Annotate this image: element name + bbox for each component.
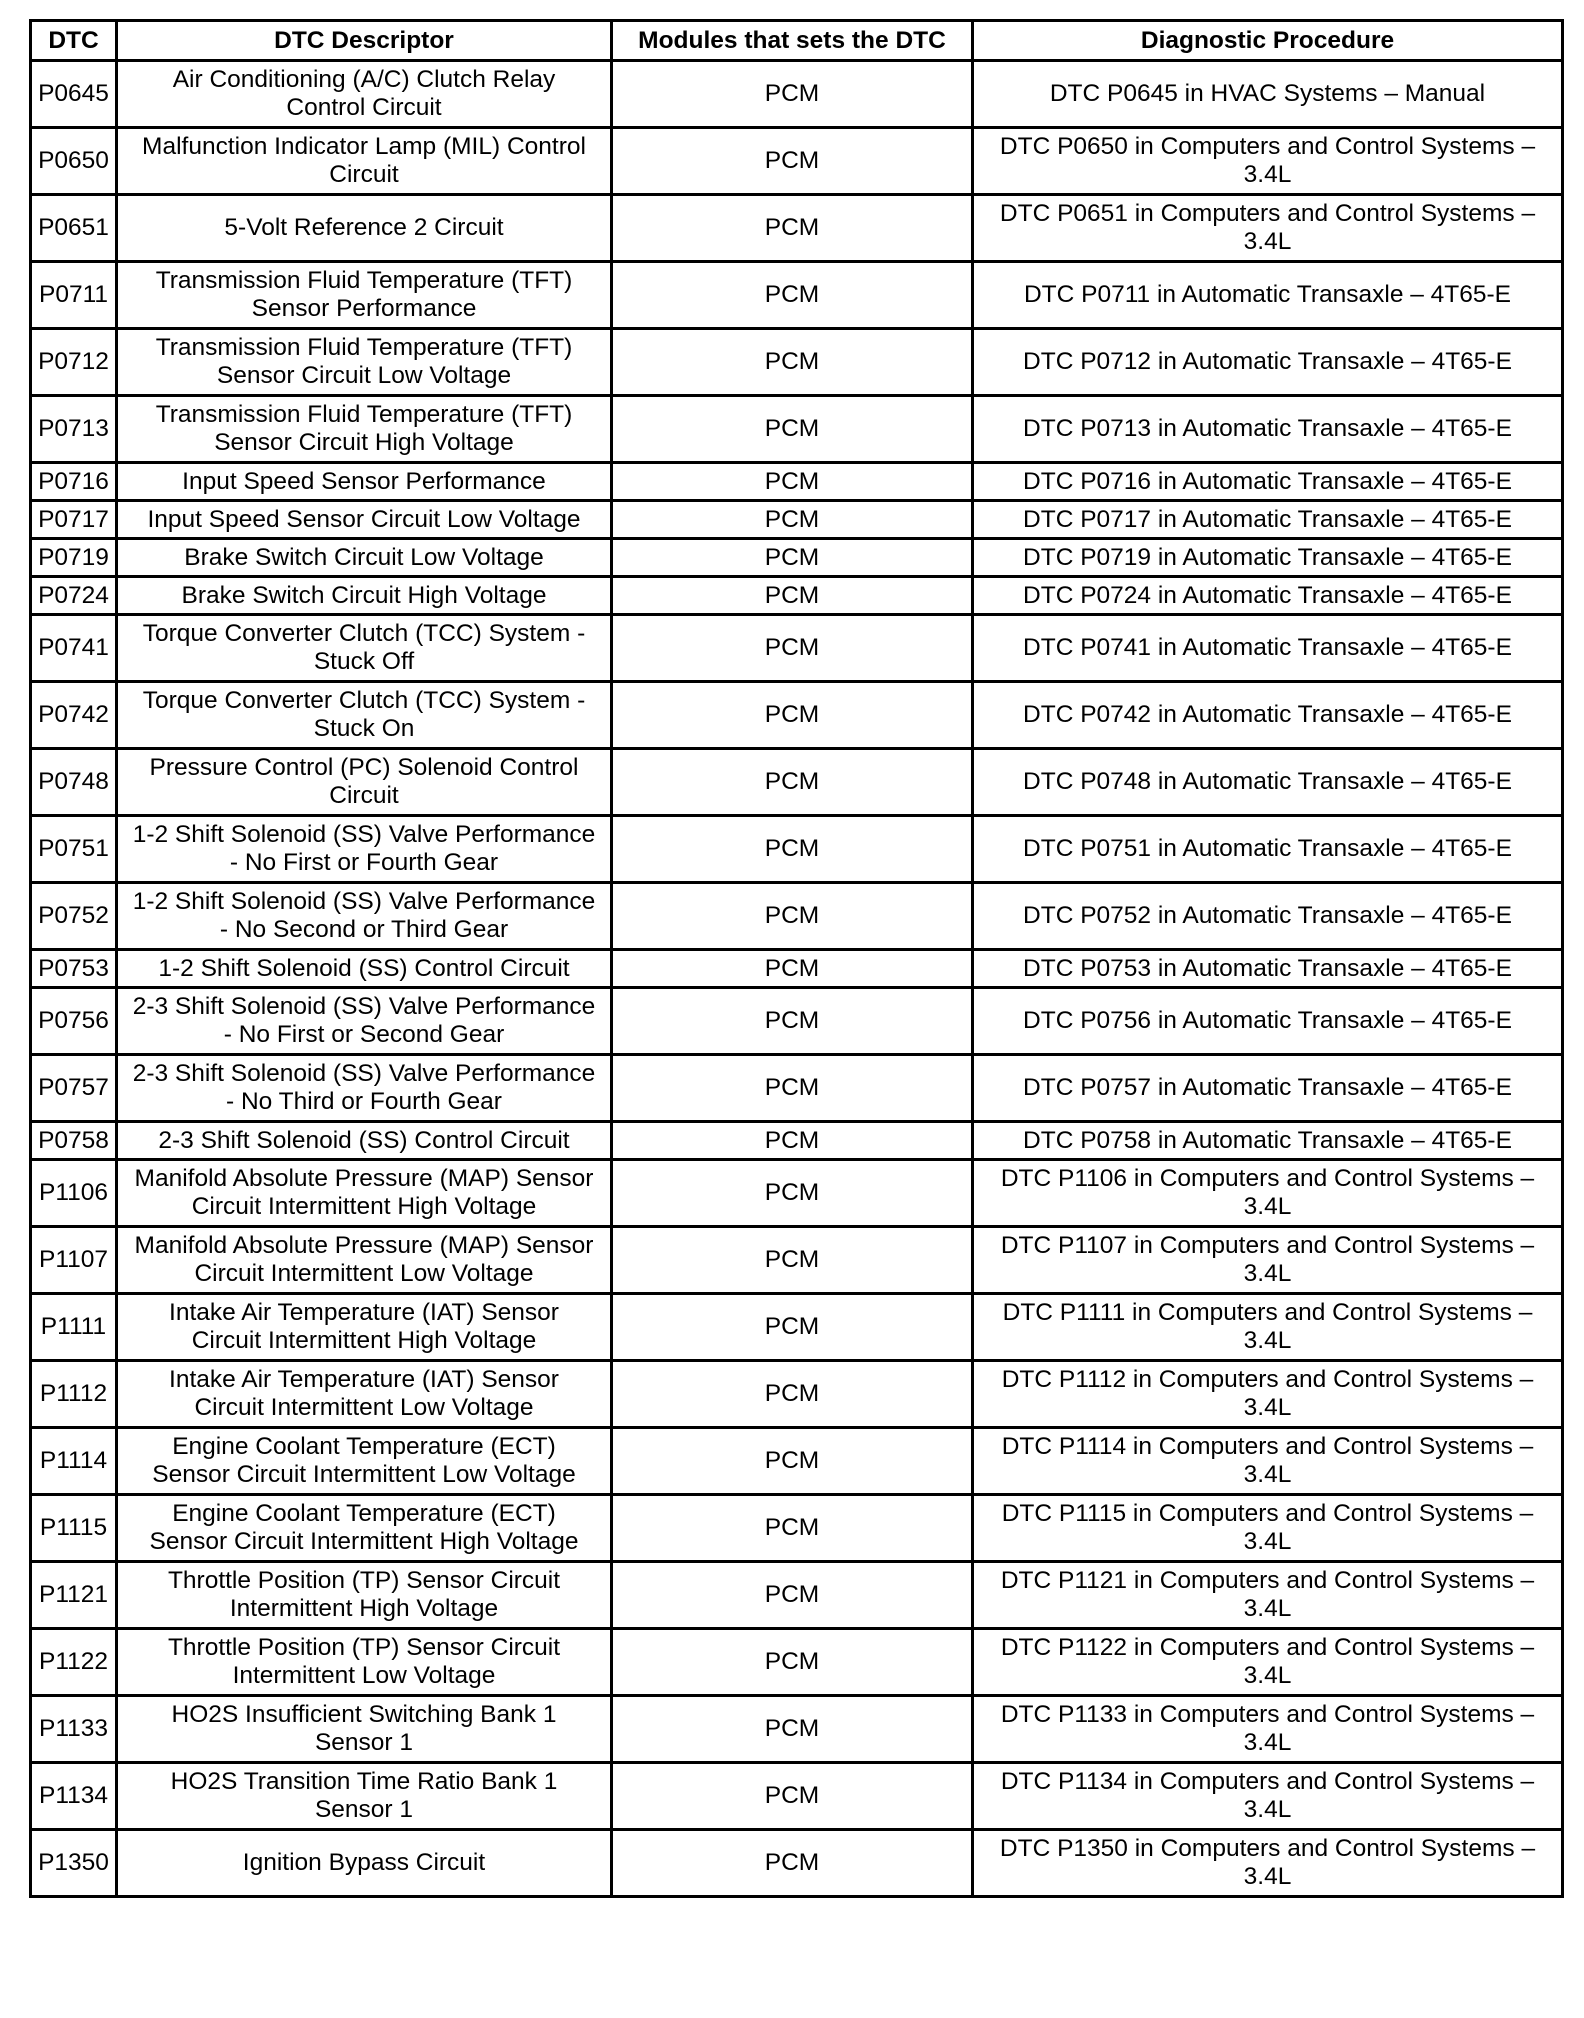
descriptor-line: Input Speed Sensor Performance bbox=[182, 467, 546, 495]
dtc-code: P1350 bbox=[31, 1830, 117, 1897]
descriptor-line: - No First or Second Gear bbox=[223, 1021, 505, 1048]
diagnostic-procedure bbox=[973, 396, 1563, 463]
module-name: PCM bbox=[612, 396, 973, 463]
descriptor-line: Stuck Off bbox=[313, 648, 415, 675]
dtc-code: P0651 bbox=[31, 195, 117, 262]
diagnostic-procedure bbox=[973, 195, 1563, 262]
module-name: PCM bbox=[612, 1227, 973, 1294]
procedure-line: 3.4L bbox=[1243, 1260, 1292, 1287]
table-row bbox=[31, 1696, 1563, 1763]
procedure-line: DTC P0650 in Computers and Control Systems – bbox=[999, 133, 1536, 160]
table-row bbox=[31, 1160, 1563, 1227]
table-row bbox=[31, 1361, 1563, 1428]
module-name: PCM bbox=[612, 950, 973, 988]
descriptor-line: Intermittent High Voltage bbox=[229, 1595, 499, 1622]
descriptor-line: Throttle Position (TP) Sensor Circuit bbox=[167, 1634, 561, 1661]
module-name: PCM bbox=[612, 195, 973, 262]
descriptor-line: Malfunction Indicator Lamp (MIL) Control bbox=[142, 133, 586, 160]
procedure-line: DTC P1133 in Computers and Control Systems – bbox=[1000, 1701, 1535, 1728]
dtc-descriptor bbox=[117, 816, 612, 883]
diagnostic-procedure bbox=[973, 1562, 1563, 1629]
procedure-line: DTC P1106 in Computers and Control Systems – bbox=[1000, 1165, 1535, 1192]
module-name: PCM bbox=[612, 1696, 973, 1763]
dtc-descriptor bbox=[117, 615, 612, 682]
descriptor-line: - No Third or Fourth Gear bbox=[226, 1088, 502, 1115]
module-name: PCM bbox=[612, 1428, 973, 1495]
module-name: PCM bbox=[612, 1629, 973, 1696]
table-row bbox=[31, 950, 1563, 988]
dtc-descriptor bbox=[117, 1495, 612, 1562]
table-row bbox=[31, 396, 1563, 463]
diagnostic-procedure bbox=[973, 1055, 1563, 1122]
dtc-descriptor bbox=[117, 1122, 612, 1160]
procedure-line: DTC P0717 in Automatic Transaxle – 4T65-E bbox=[1023, 505, 1512, 533]
module-name: PCM bbox=[612, 463, 973, 501]
table-row bbox=[31, 682, 1563, 749]
table-row bbox=[31, 1495, 1563, 1562]
descriptor-line: Intermittent Low Voltage bbox=[232, 1662, 496, 1689]
diagnostic-procedure bbox=[973, 463, 1563, 501]
diagnostic-procedure bbox=[973, 950, 1563, 988]
procedure-line: DTC P0751 in Automatic Transaxle – 4T65-E bbox=[1023, 835, 1512, 862]
descriptor-line: HO2S Transition Time Ratio Bank 1 bbox=[170, 1768, 558, 1795]
procedure-line: DTC P0645 in HVAC Systems – Manual bbox=[1049, 80, 1486, 107]
module-name: PCM bbox=[612, 1122, 973, 1160]
descriptor-line: Air Conditioning (A/C) Clutch Relay bbox=[172, 66, 556, 93]
descriptor-line: Torque Converter Clutch (TCC) System - bbox=[142, 687, 586, 714]
procedure-line: 3.4L bbox=[1243, 1327, 1292, 1354]
descriptor-line: Sensor 1 bbox=[314, 1796, 414, 1823]
table-row bbox=[31, 615, 1563, 682]
module-name: PCM bbox=[612, 1055, 973, 1122]
table-row bbox=[31, 501, 1563, 539]
descriptor-line: Sensor Performance bbox=[251, 295, 477, 322]
descriptor-line: Transmission Fluid Temperature (TFT) bbox=[155, 401, 573, 428]
diagnostic-procedure bbox=[973, 816, 1563, 883]
procedure-line: DTC P1121 in Computers and Control Systems – bbox=[1000, 1567, 1535, 1594]
header-row bbox=[31, 21, 1563, 61]
module-name: PCM bbox=[612, 1294, 973, 1361]
procedure-line: DTC P0711 in Automatic Transaxle – 4T65-E bbox=[1023, 281, 1512, 308]
dtc-code: P0713 bbox=[31, 396, 117, 463]
table-row bbox=[31, 1629, 1563, 1696]
dtc-code: P1111 bbox=[31, 1294, 117, 1361]
descriptor-line: Circuit Intermittent Low Voltage bbox=[194, 1394, 534, 1421]
dtc-descriptor bbox=[117, 1227, 612, 1294]
descriptor-line: Engine Coolant Temperature (ECT) bbox=[172, 1433, 556, 1460]
procedure-line: DTC P1114 in Computers and Control Systems – bbox=[1001, 1433, 1534, 1460]
dtc-code: P0742 bbox=[31, 682, 117, 749]
module-name: PCM bbox=[612, 615, 973, 682]
dtc-descriptor bbox=[117, 501, 612, 539]
descriptor-line: Circuit bbox=[329, 161, 399, 188]
diagnostic-procedure bbox=[973, 883, 1563, 950]
descriptor-line: 1-2 Shift Solenoid (SS) Control Circuit bbox=[158, 954, 570, 982]
procedure-line: DTC P0756 in Automatic Transaxle – 4T65-E bbox=[1023, 1007, 1512, 1034]
diagnostic-procedure bbox=[973, 1428, 1563, 1495]
descriptor-line: Transmission Fluid Temperature (TFT) bbox=[155, 334, 573, 361]
table-row bbox=[31, 1562, 1563, 1629]
diagnostic-procedure bbox=[973, 988, 1563, 1055]
dtc-descriptor bbox=[117, 463, 612, 501]
dtc-code: P0712 bbox=[31, 329, 117, 396]
module-name: PCM bbox=[612, 1160, 973, 1227]
dtc-descriptor bbox=[117, 950, 612, 988]
dtc-descriptor bbox=[117, 396, 612, 463]
dtc-code: P0724 bbox=[31, 577, 117, 615]
dtc-code: P1121 bbox=[31, 1562, 117, 1629]
diagnostic-procedure bbox=[973, 1629, 1563, 1696]
dtc-code: P1107 bbox=[31, 1227, 117, 1294]
table-row bbox=[31, 1830, 1563, 1897]
procedure-line: 3.4L bbox=[1243, 1729, 1292, 1756]
diagnostic-procedure bbox=[973, 1830, 1563, 1897]
procedure-line: DTC P0712 in Automatic Transaxle – 4T65-E bbox=[1023, 348, 1512, 375]
table-row bbox=[31, 61, 1563, 128]
descriptor-line: Sensor Circuit High Voltage bbox=[214, 429, 514, 456]
descriptor-line: Sensor Circuit Intermittent Low Voltage bbox=[152, 1461, 576, 1488]
procedure-line: DTC P1350 in Computers and Control Systems – bbox=[999, 1835, 1536, 1862]
table-row bbox=[31, 463, 1563, 501]
module-name: PCM bbox=[612, 1562, 973, 1629]
table-row bbox=[31, 539, 1563, 577]
descriptor-line: Circuit Intermittent High Voltage bbox=[191, 1327, 537, 1354]
descriptor-line: Sensor 1 bbox=[314, 1729, 414, 1756]
diagnostic-procedure bbox=[973, 1495, 1563, 1562]
dtc-code: P1134 bbox=[31, 1763, 117, 1830]
dtc-code: P0748 bbox=[31, 749, 117, 816]
dtc-code: P0645 bbox=[31, 61, 117, 128]
dtc-code: P0741 bbox=[31, 615, 117, 682]
dtc-descriptor bbox=[117, 1294, 612, 1361]
dtc-descriptor bbox=[117, 262, 612, 329]
header-dtc: DTC bbox=[31, 21, 117, 61]
procedure-line: 3.4L bbox=[1243, 1863, 1292, 1890]
descriptor-line: Intake Air Temperature (IAT) Sensor bbox=[169, 1366, 559, 1393]
dtc-descriptor bbox=[117, 61, 612, 128]
table-row bbox=[31, 1763, 1563, 1830]
diagnostic-procedure bbox=[973, 1763, 1563, 1830]
procedure-line: DTC P0758 in Automatic Transaxle – 4T65-E bbox=[1023, 1126, 1512, 1154]
procedure-line: DTC P1134 in Computers and Control Systems – bbox=[1000, 1768, 1535, 1795]
table-body bbox=[31, 61, 1563, 1897]
module-name: PCM bbox=[612, 1495, 973, 1562]
diagnostic-procedure bbox=[973, 501, 1563, 539]
procedure-line: 3.4L bbox=[1243, 1394, 1292, 1421]
descriptor-line: Control Circuit bbox=[286, 94, 442, 121]
diagnostic-procedure bbox=[973, 577, 1563, 615]
descriptor-line: Ignition Bypass Circuit bbox=[242, 1849, 486, 1876]
dtc-descriptor bbox=[117, 1629, 612, 1696]
diagnostic-procedure bbox=[973, 682, 1563, 749]
dtc-code: P1115 bbox=[31, 1495, 117, 1562]
descriptor-line: Circuit Intermittent Low Voltage bbox=[194, 1260, 534, 1287]
module-name: PCM bbox=[612, 61, 973, 128]
dtc-descriptor bbox=[117, 128, 612, 195]
header-modules: Modules that sets the DTC bbox=[612, 21, 973, 61]
diagnostic-procedure bbox=[973, 539, 1563, 577]
descriptor-line: Intake Air Temperature (IAT) Sensor bbox=[169, 1299, 559, 1326]
procedure-line: DTC P0651 in Computers and Control Systems – bbox=[999, 200, 1536, 227]
dtc-descriptor bbox=[117, 988, 612, 1055]
module-name: PCM bbox=[612, 128, 973, 195]
descriptor-line: Engine Coolant Temperature (ECT) bbox=[172, 1500, 556, 1527]
procedure-line: DTC P1115 in Computers and Control Systems – bbox=[1001, 1500, 1534, 1527]
descriptor-line: - No First or Fourth Gear bbox=[229, 849, 499, 876]
descriptor-line: 5-Volt Reference 2 Circuit bbox=[224, 214, 504, 241]
table-row bbox=[31, 1122, 1563, 1160]
table-row bbox=[31, 1055, 1563, 1122]
module-name: PCM bbox=[612, 1830, 973, 1897]
diagnostic-procedure bbox=[973, 1696, 1563, 1763]
procedure-line: 3.4L bbox=[1243, 1662, 1292, 1689]
descriptor-line: HO2S Insufficient Switching Bank 1 bbox=[171, 1701, 557, 1728]
descriptor-line: 2-3 Shift Solenoid (SS) Valve Performance bbox=[132, 993, 596, 1020]
dtc-code: P0756 bbox=[31, 988, 117, 1055]
module-name: PCM bbox=[612, 329, 973, 396]
diagnostic-procedure bbox=[973, 61, 1563, 128]
procedure-line: DTC P1111 in Computers and Control Systems – bbox=[1002, 1299, 1533, 1326]
descriptor-line: 1-2 Shift Solenoid (SS) Valve Performance bbox=[132, 888, 596, 915]
dtc-code: P0758 bbox=[31, 1122, 117, 1160]
procedure-line: DTC P0716 in Automatic Transaxle – 4T65-E bbox=[1023, 467, 1512, 495]
dtc-descriptor bbox=[117, 1361, 612, 1428]
procedure-line: DTC P0741 in Automatic Transaxle – 4T65-E bbox=[1023, 634, 1512, 661]
diagnostic-procedure bbox=[973, 1294, 1563, 1361]
dtc-code: P0757 bbox=[31, 1055, 117, 1122]
descriptor-line: Brake Switch Circuit High Voltage bbox=[181, 581, 547, 609]
diagnostic-procedure bbox=[973, 128, 1563, 195]
dtc-code: P1112 bbox=[31, 1361, 117, 1428]
dtc-code: P0753 bbox=[31, 950, 117, 988]
dtc-descriptor bbox=[117, 1696, 612, 1763]
descriptor-line: Circuit bbox=[329, 782, 399, 809]
dtc-descriptor bbox=[117, 883, 612, 950]
descriptor-line: 1-2 Shift Solenoid (SS) Valve Performance bbox=[132, 821, 596, 848]
module-name: PCM bbox=[612, 577, 973, 615]
descriptor-line: - No Second or Third Gear bbox=[219, 916, 509, 943]
table-row bbox=[31, 577, 1563, 615]
table-row bbox=[31, 1294, 1563, 1361]
dtc-code: P0751 bbox=[31, 816, 117, 883]
procedure-line: DTC P1107 in Computers and Control Systems – bbox=[1000, 1232, 1535, 1259]
module-name: PCM bbox=[612, 988, 973, 1055]
diagnostic-procedure bbox=[973, 262, 1563, 329]
module-name: PCM bbox=[612, 682, 973, 749]
descriptor-line: Manifold Absolute Pressure (MAP) Sensor bbox=[134, 1165, 594, 1192]
table-row bbox=[31, 195, 1563, 262]
table-row bbox=[31, 262, 1563, 329]
header-diagnostic-procedure: Diagnostic Procedure bbox=[973, 21, 1563, 61]
descriptor-line: Stuck On bbox=[313, 715, 415, 742]
descriptor-line: 2-3 Shift Solenoid (SS) Control Circuit bbox=[158, 1126, 570, 1154]
diagnostic-procedure bbox=[973, 749, 1563, 816]
procedure-line: 3.4L bbox=[1243, 1796, 1292, 1823]
descriptor-line: Sensor Circuit Low Voltage bbox=[216, 362, 512, 389]
procedure-line: 3.4L bbox=[1243, 1595, 1292, 1622]
dtc-descriptor bbox=[117, 329, 612, 396]
descriptor-line: Throttle Position (TP) Sensor Circuit bbox=[167, 1567, 561, 1594]
table-row bbox=[31, 128, 1563, 195]
module-name: PCM bbox=[612, 883, 973, 950]
table-row bbox=[31, 1227, 1563, 1294]
dtc-table bbox=[29, 19, 1564, 1898]
descriptor-line: Torque Converter Clutch (TCC) System - bbox=[142, 620, 586, 647]
module-name: PCM bbox=[612, 816, 973, 883]
descriptor-line: Circuit Intermittent High Voltage bbox=[191, 1193, 537, 1220]
diagnostic-procedure bbox=[973, 1227, 1563, 1294]
module-name: PCM bbox=[612, 749, 973, 816]
dtc-descriptor bbox=[117, 1428, 612, 1495]
dtc-descriptor bbox=[117, 577, 612, 615]
dtc-descriptor bbox=[117, 682, 612, 749]
diagnostic-procedure bbox=[973, 1361, 1563, 1428]
dtc-code: P0711 bbox=[31, 262, 117, 329]
descriptor-line: Transmission Fluid Temperature (TFT) bbox=[155, 267, 573, 294]
descriptor-line: Pressure Control (PC) Solenoid Control bbox=[149, 754, 579, 781]
module-name: PCM bbox=[612, 501, 973, 539]
module-name: PCM bbox=[612, 262, 973, 329]
procedure-line: 3.4L bbox=[1243, 161, 1292, 188]
dtc-code: P1114 bbox=[31, 1428, 117, 1495]
procedure-line: DTC P0752 in Automatic Transaxle – 4T65-E bbox=[1023, 902, 1512, 929]
procedure-line: 3.4L bbox=[1243, 1528, 1292, 1555]
descriptor-line: Brake Switch Circuit Low Voltage bbox=[184, 543, 544, 571]
table-row bbox=[31, 988, 1563, 1055]
procedure-line: DTC P0724 in Automatic Transaxle – 4T65-E bbox=[1023, 581, 1512, 609]
descriptor-line: Manifold Absolute Pressure (MAP) Sensor bbox=[134, 1232, 594, 1259]
descriptor-line: Input Speed Sensor Circuit Low Voltage bbox=[147, 505, 581, 533]
descriptor-line: 2-3 Shift Solenoid (SS) Valve Performance bbox=[132, 1060, 596, 1087]
diagnostic-procedure bbox=[973, 329, 1563, 396]
table-row bbox=[31, 1428, 1563, 1495]
dtc-code: P0650 bbox=[31, 128, 117, 195]
diagnostic-procedure bbox=[973, 615, 1563, 682]
dtc-code: P1106 bbox=[31, 1160, 117, 1227]
procedure-line: 3.4L bbox=[1243, 1461, 1292, 1488]
descriptor-line: Sensor Circuit Intermittent High Voltage bbox=[149, 1528, 579, 1555]
dtc-descriptor bbox=[117, 1763, 612, 1830]
procedure-line: DTC P0748 in Automatic Transaxle – 4T65-E bbox=[1023, 768, 1512, 795]
procedure-line: DTC P0757 in Automatic Transaxle – 4T65-E bbox=[1023, 1074, 1512, 1101]
procedure-line: DTC P1122 in Computers and Control Systems – bbox=[1000, 1634, 1535, 1661]
dtc-descriptor bbox=[117, 195, 612, 262]
procedure-line: DTC P1112 in Computers and Control Systems – bbox=[1001, 1366, 1534, 1393]
table-row bbox=[31, 883, 1563, 950]
dtc-descriptor bbox=[117, 749, 612, 816]
procedure-line: 3.4L bbox=[1243, 1193, 1292, 1220]
table-row bbox=[31, 329, 1563, 396]
dtc-descriptor bbox=[117, 539, 612, 577]
table-row bbox=[31, 749, 1563, 816]
procedure-line: DTC P0713 in Automatic Transaxle – 4T65-E bbox=[1023, 415, 1512, 442]
diagnostic-procedure bbox=[973, 1160, 1563, 1227]
procedure-line: DTC P0753 in Automatic Transaxle – 4T65-E bbox=[1023, 954, 1512, 982]
diagnostic-procedure bbox=[973, 1122, 1563, 1160]
module-name: PCM bbox=[612, 1763, 973, 1830]
module-name: PCM bbox=[612, 1361, 973, 1428]
procedure-line: DTC P0719 in Automatic Transaxle – 4T65-E bbox=[1023, 543, 1512, 571]
header-dtc-descriptor: DTC Descriptor bbox=[117, 21, 612, 61]
procedure-line: DTC P0742 in Automatic Transaxle – 4T65-E bbox=[1023, 701, 1512, 728]
procedure-line: 3.4L bbox=[1243, 228, 1292, 255]
dtc-descriptor bbox=[117, 1830, 612, 1897]
dtc-descriptor bbox=[117, 1160, 612, 1227]
dtc-descriptor bbox=[117, 1055, 612, 1122]
dtc-code: P1133 bbox=[31, 1696, 117, 1763]
dtc-code: P0717 bbox=[31, 501, 117, 539]
table-row bbox=[31, 816, 1563, 883]
dtc-code: P0719 bbox=[31, 539, 117, 577]
module-name: PCM bbox=[612, 539, 973, 577]
dtc-code: P1122 bbox=[31, 1629, 117, 1696]
dtc-code: P0716 bbox=[31, 463, 117, 501]
dtc-descriptor bbox=[117, 1562, 612, 1629]
dtc-code: P0752 bbox=[31, 883, 117, 950]
